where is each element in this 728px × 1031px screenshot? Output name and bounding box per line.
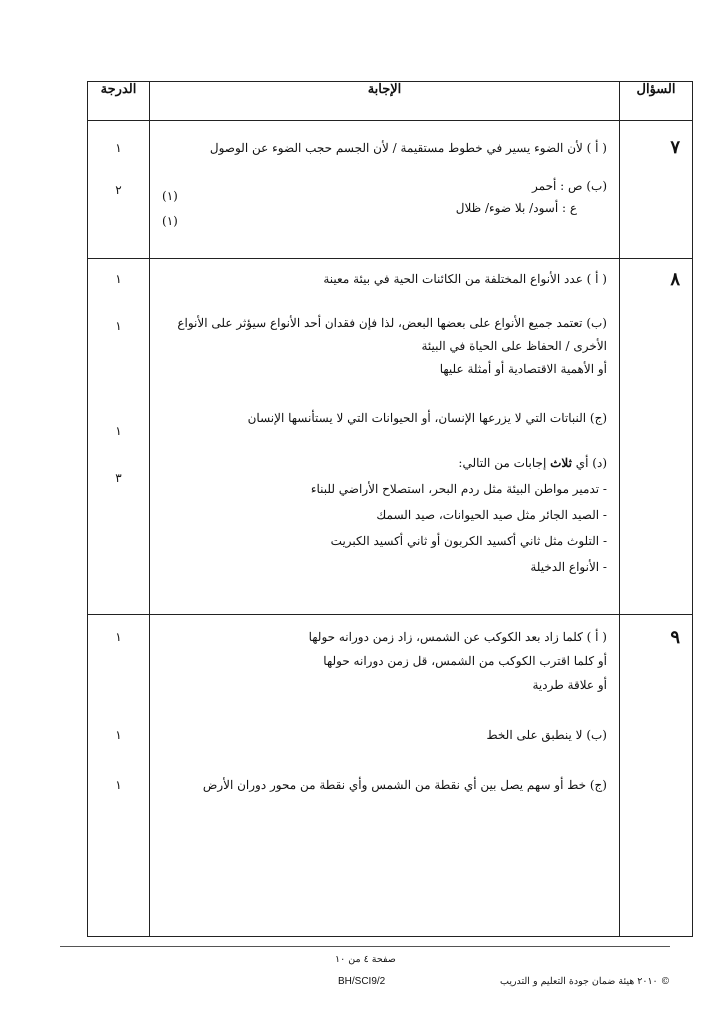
- table-row-q8: [88, 259, 693, 615]
- q9-answer-a-2: أو كلما اقترب الكوكب من الشمس، قل زمن دورانه حولها: [323, 654, 607, 668]
- table-row-q9: [88, 615, 693, 937]
- q8-number: ٨: [670, 269, 680, 290]
- q8-answer-b-1: (ب) تعتمد جميع الأنواع على بعضها البعض، لذا فإن فقدان أحد الأنواع سيؤثر على الأنواع: [177, 316, 607, 330]
- q7-grade-b: ٢: [115, 183, 122, 197]
- q8-answer-d-3: - التلوث مثل ثاني أكسيد الكربون أو ثاني أكسيد الكبريت: [330, 534, 607, 548]
- q8-answer-d-2: - الصيد الجائر مثل صيد الحيوانات، صيد السمك: [376, 508, 607, 522]
- q9-grade-cell: [88, 615, 150, 937]
- q9-grade-b: ١: [115, 728, 122, 742]
- q8-grade-c: ١: [115, 424, 122, 438]
- q8-number-cell: [620, 259, 693, 615]
- q9-answer-a-1: ( أ ) كلما زاد بعد الكوكب عن الشمس، زاد زمن دورانه حولها: [308, 630, 607, 644]
- q9-answer-cell: [150, 615, 620, 937]
- q7-number: ٧: [670, 137, 680, 158]
- q7-submark-1: (١): [162, 189, 178, 203]
- q8-answer-a: ( أ ) عدد الأنواع المختلفة من الكائنات الحية في بيئة معينة: [323, 272, 607, 286]
- q9-number-cell: [620, 615, 693, 937]
- q7-answer-b-1: (ب) ص : أحمر: [532, 179, 607, 193]
- q8-grade-a: ١: [115, 272, 122, 286]
- q7-answer-b-2: ع : أسود/ بلا ضوء/ ظلال: [455, 201, 577, 215]
- q9-answer-b: (ب) لا ينطبق على الخط: [486, 728, 607, 742]
- q9-grade-c: ١: [115, 778, 122, 792]
- q8-answer-d-1: - تدمير مواطن البيئة مثل ردم البحر، استصلاح الأراضي للبناء: [310, 482, 607, 496]
- q7-grade-a: ١: [115, 141, 122, 155]
- q8-answer-c: (ج) النباتات التي لا يزرعها الإنسان، أو الحيوانات التي لا يستأنسها الإنسان: [247, 411, 607, 425]
- q8-answer-cell: [150, 259, 620, 615]
- q9-number: ٩: [670, 627, 680, 648]
- q8-grade-cell: [88, 259, 150, 615]
- page-number: صفحة ٤ من ١٠: [335, 954, 396, 965]
- footer-divider: [60, 946, 670, 947]
- q8-answer-d-intro: (د) أي ثلاث إجابات من التالي:: [458, 456, 607, 470]
- q9-grade-a: ١: [115, 630, 122, 644]
- q8-grade-b: ١: [115, 319, 122, 333]
- answer-header-cell: [150, 82, 620, 121]
- grade-header-cell: [88, 82, 150, 121]
- question-header-cell: [620, 82, 693, 121]
- q7-grade-cell: [88, 121, 150, 259]
- q7-answer-a: ( أ ) لأن الضوء يسير في خطوط مستقيمة / لأن الجسم حجب الضوء عن الوصول: [209, 141, 607, 155]
- q9-answer-c: (ج) خط أو سهم يصل بين أي نقطة من الشمس وأي نقطة من محور دوران الأرض: [202, 778, 607, 792]
- table-row-q7: [88, 121, 693, 259]
- document-code: BH/SCI9/2: [338, 976, 386, 987]
- answer-header: الإجابة: [367, 82, 402, 97]
- grade-header: الدرجة: [100, 82, 137, 97]
- q8-answer-b-3: أو الأهمية الاقتصادية أو أمثلة عليها: [439, 362, 607, 376]
- q8-answer-d-4: - الأنواع الدخيلة: [530, 560, 607, 574]
- header-row: [88, 82, 693, 121]
- q8-grade-d: ٣: [115, 471, 122, 485]
- question-header: السؤال: [636, 82, 676, 97]
- copyright-notice: © ٢٠١٠ هيئة ضمان جودة التعليم و التدريب: [500, 976, 671, 987]
- answer-table: [87, 81, 693, 937]
- q8-answer-b-2: الأخرى / الحفاظ على الحياة في البيئة: [421, 339, 607, 353]
- q7-submark-2: (١): [162, 214, 178, 228]
- q7-answer-cell: [150, 121, 620, 259]
- q9-answer-a-3: أو علاقة طردية: [532, 678, 607, 692]
- q7-number-cell: [620, 121, 693, 259]
